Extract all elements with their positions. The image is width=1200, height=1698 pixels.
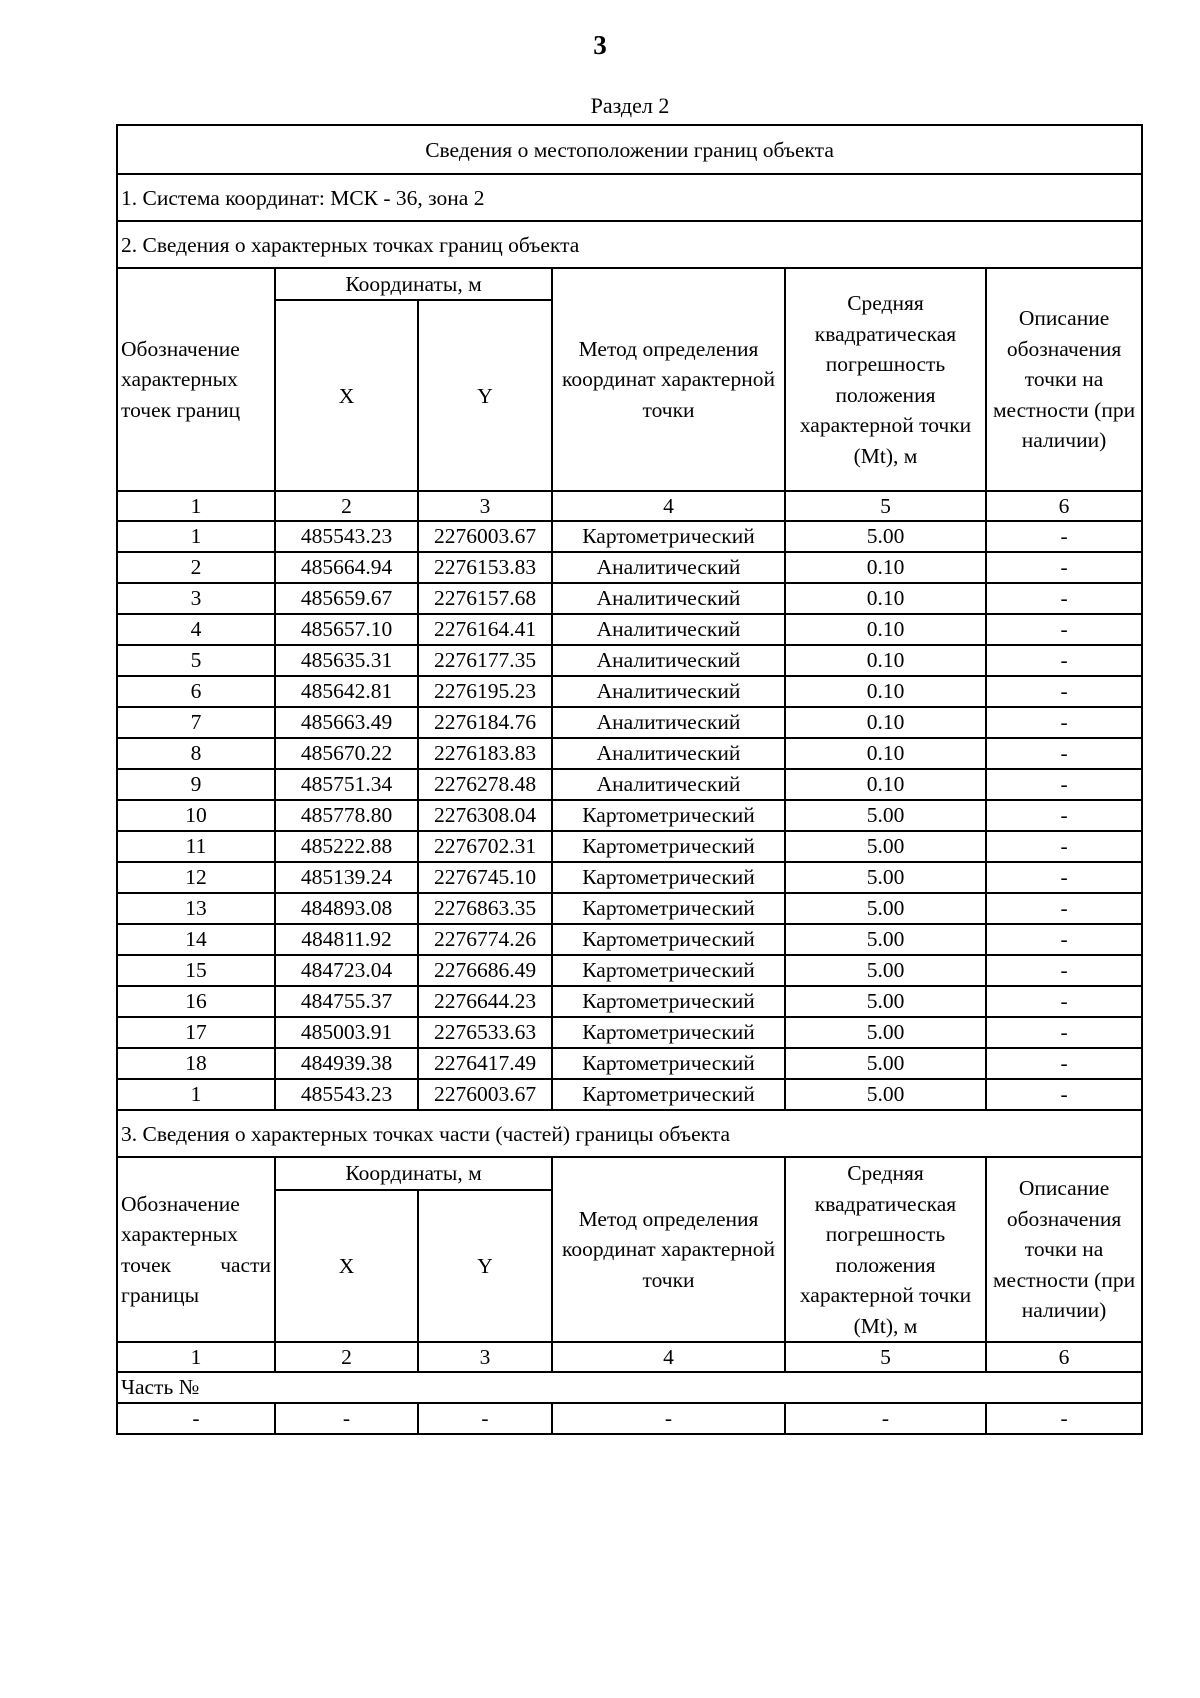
x-cell: 485663.49	[275, 707, 418, 738]
method-cell: Аналитический	[552, 552, 785, 583]
mt-cell: 0.10	[785, 769, 986, 800]
y-cell: 2276745.10	[418, 862, 552, 893]
mt-cell: 5.00	[785, 955, 986, 986]
table-row	[117, 707, 1142, 738]
part-column-number: 4	[552, 1342, 785, 1372]
method-cell: Картометрический	[552, 893, 785, 924]
point-cell: 12	[117, 862, 275, 893]
mt-cell: 5.00	[785, 1048, 986, 1079]
points-heading: 2. Сведения о характерных точках границ объекта	[117, 221, 1142, 268]
header-error: Средняя квадратическая погрешность положения характерной точки (Mt), м	[785, 268, 986, 491]
page-number: 3	[593, 30, 607, 60]
part-header-y: Y	[418, 1190, 552, 1342]
table-row	[117, 831, 1142, 862]
table-row	[117, 521, 1142, 552]
table-row	[117, 1079, 1142, 1110]
desc-cell: -	[986, 552, 1142, 583]
point-cell: 15	[117, 955, 275, 986]
part-column-number: 2	[275, 1342, 418, 1372]
column-number: 6	[986, 491, 1142, 521]
table-row	[117, 955, 1142, 986]
desc-cell: -	[986, 614, 1142, 645]
method-cell: Картометрический	[552, 1017, 785, 1048]
part-header-description: Описание обозначения точки на местности (при наличии)	[986, 1157, 1142, 1342]
table-row	[117, 552, 1142, 583]
part-label-line: характерных	[121, 1222, 238, 1246]
x-cell: 484893.08	[275, 893, 418, 924]
x-cell: 485659.67	[275, 583, 418, 614]
part-cell: -	[117, 1403, 275, 1434]
x-cell: 484755.37	[275, 986, 418, 1017]
method-cell: Картометрический	[552, 831, 785, 862]
part-label-word: точек	[121, 1252, 172, 1277]
point-cell: 16	[117, 986, 275, 1017]
x-cell: 485543.23	[275, 1079, 418, 1110]
method-cell: Аналитический	[552, 645, 785, 676]
part-heading-row	[117, 1110, 1142, 1157]
table-row	[117, 769, 1142, 800]
mt-cell: 5.00	[785, 924, 986, 955]
column-numbers-row	[117, 491, 1142, 521]
mt-cell: 0.10	[785, 645, 986, 676]
method-cell: Картометрический	[552, 862, 785, 893]
point-cell: 4	[117, 614, 275, 645]
point-cell: 2	[117, 552, 275, 583]
table-row	[117, 862, 1142, 893]
point-cell: 11	[117, 831, 275, 862]
section-caption: Раздел 2	[590, 93, 670, 118]
point-cell: 5	[117, 645, 275, 676]
y-cell: 2276184.76	[418, 707, 552, 738]
part-label-row	[117, 1372, 1142, 1403]
mt-cell: 0.10	[785, 707, 986, 738]
mt-cell: 0.10	[785, 583, 986, 614]
point-cell: 9	[117, 769, 275, 800]
header-x: X	[275, 300, 418, 491]
y-cell: 2276686.49	[418, 955, 552, 986]
point-cell: 7	[117, 707, 275, 738]
desc-cell: -	[986, 769, 1142, 800]
table-row	[117, 738, 1142, 769]
table-row	[117, 986, 1142, 1017]
part-label-line: границы	[121, 1283, 200, 1307]
part-header-coordinates: Координаты, м	[275, 1157, 552, 1190]
y-cell: 2276863.35	[418, 893, 552, 924]
part-cell: -	[785, 1403, 986, 1434]
point-cell: 13	[117, 893, 275, 924]
point-cell: 3	[117, 583, 275, 614]
desc-cell: -	[986, 1017, 1142, 1048]
method-cell: Аналитический	[552, 707, 785, 738]
mt-cell: 5.00	[785, 1017, 986, 1048]
desc-cell: -	[986, 924, 1142, 955]
mt-cell: 5.00	[785, 521, 986, 552]
table-row	[117, 924, 1142, 955]
desc-cell: -	[986, 1048, 1142, 1079]
y-cell: 2276157.68	[418, 583, 552, 614]
point-cell: 1	[117, 521, 275, 552]
x-cell: 485003.91	[275, 1017, 418, 1048]
mt-cell: 5.00	[785, 893, 986, 924]
header-y: Y	[418, 300, 552, 491]
part-column-number: 6	[986, 1342, 1142, 1372]
part-header-error: Средняя квадратическая погрешность положения характерной точки (Mt), м	[785, 1157, 986, 1342]
desc-cell: -	[986, 862, 1142, 893]
header-description: Описание обозначения точки на местности (при наличии)	[986, 268, 1142, 491]
y-cell: 2276308.04	[418, 800, 552, 831]
header-coordinates: Координаты, м	[275, 268, 552, 300]
point-cell: 1	[117, 1079, 275, 1110]
x-cell: 484723.04	[275, 955, 418, 986]
x-cell: 485664.94	[275, 552, 418, 583]
table-title: Сведения о местоположении границ объекта	[117, 125, 1142, 174]
column-number: 4	[552, 491, 785, 521]
method-cell: Картометрический	[552, 986, 785, 1017]
part-table-row	[117, 1403, 1142, 1434]
y-cell: 2276278.48	[418, 769, 552, 800]
method-cell: Аналитический	[552, 738, 785, 769]
y-cell: 2276644.23	[418, 986, 552, 1017]
y-cell: 2276003.67	[418, 1079, 552, 1110]
x-cell: 485642.81	[275, 676, 418, 707]
y-cell: 2276195.23	[418, 676, 552, 707]
y-cell: 2276164.41	[418, 614, 552, 645]
mt-cell: 0.10	[785, 676, 986, 707]
column-number: 1	[117, 491, 275, 521]
desc-cell: -	[986, 986, 1142, 1017]
part-header-method: Метод определения координат характерной точки	[552, 1157, 785, 1342]
part-column-number: 3	[418, 1342, 552, 1372]
part-column-number: 5	[785, 1342, 986, 1372]
part-heading: 3. Сведения о характерных точках части (частей) границы объекта	[117, 1110, 1142, 1157]
column-number: 3	[418, 491, 552, 521]
coord-system: 1. Система координат: МСК - 36, зона 2	[117, 174, 1142, 221]
x-cell: 485139.24	[275, 862, 418, 893]
table-row	[117, 893, 1142, 924]
method-cell: Картометрический	[552, 955, 785, 986]
part-header-row	[117, 1157, 1142, 1190]
mt-cell: 5.00	[785, 800, 986, 831]
x-cell: 484939.38	[275, 1048, 418, 1079]
part-label: Часть №	[117, 1372, 1142, 1403]
method-cell: Картометрический	[552, 1048, 785, 1079]
y-cell: 2276417.49	[418, 1048, 552, 1079]
method-cell: Картометрический	[552, 1079, 785, 1110]
part-column-numbers-row	[117, 1342, 1142, 1372]
part-column-number: 1	[117, 1342, 275, 1372]
method-cell: Аналитический	[552, 769, 785, 800]
point-cell: 14	[117, 924, 275, 955]
y-cell: 2276774.26	[418, 924, 552, 955]
method-cell: Картометрический	[552, 800, 785, 831]
method-cell: Картометрический	[552, 924, 785, 955]
part-cell: -	[552, 1403, 785, 1434]
mt-cell: 0.10	[785, 614, 986, 645]
y-cell: 2276153.83	[418, 552, 552, 583]
header-method: Метод определения координат характерной точки	[552, 268, 785, 491]
desc-cell: -	[986, 955, 1142, 986]
table-row	[117, 800, 1142, 831]
point-cell: 10	[117, 800, 275, 831]
method-cell: Картометрический	[552, 521, 785, 552]
method-cell: Аналитический	[552, 676, 785, 707]
desc-cell: -	[986, 831, 1142, 862]
x-cell: 485222.88	[275, 831, 418, 862]
table-row	[117, 583, 1142, 614]
x-cell: 485635.31	[275, 645, 418, 676]
mt-cell: 0.10	[785, 738, 986, 769]
point-cell: 6	[117, 676, 275, 707]
y-cell: 2276702.31	[418, 831, 552, 862]
point-cell: 18	[117, 1048, 275, 1079]
x-cell: 485670.22	[275, 738, 418, 769]
desc-cell: -	[986, 521, 1142, 552]
table-row	[117, 614, 1142, 645]
desc-cell: -	[986, 738, 1142, 769]
desc-cell: -	[986, 676, 1142, 707]
desc-cell: -	[986, 707, 1142, 738]
part-label-line: Обозначение	[121, 1191, 240, 1216]
y-cell: 2276003.67	[418, 521, 552, 552]
desc-cell: -	[986, 1079, 1142, 1110]
header-point-label: Обозначение характерных точек границ	[117, 268, 275, 491]
point-cell: 8	[117, 738, 275, 769]
x-cell: 485778.80	[275, 800, 418, 831]
method-cell: Аналитический	[552, 583, 785, 614]
y-cell: 2276533.63	[418, 1017, 552, 1048]
part-cell: -	[418, 1403, 552, 1434]
desc-cell: -	[986, 893, 1142, 924]
mt-cell: 5.00	[785, 986, 986, 1017]
part-cell: -	[275, 1403, 418, 1434]
mt-cell: 0.10	[785, 552, 986, 583]
part-header-x: X	[275, 1190, 418, 1342]
x-cell: 485657.10	[275, 614, 418, 645]
y-cell: 2276183.83	[418, 738, 552, 769]
mt-cell: 5.00	[785, 831, 986, 862]
table-row	[117, 1048, 1142, 1079]
point-cell: 17	[117, 1017, 275, 1048]
mt-cell: 5.00	[785, 862, 986, 893]
part-cell: -	[986, 1403, 1142, 1434]
column-number: 2	[275, 491, 418, 521]
mt-cell: 5.00	[785, 1079, 986, 1110]
part-label-line-justified	[121, 1250, 274, 1281]
x-cell: 485751.34	[275, 769, 418, 800]
method-cell: Аналитический	[552, 614, 785, 645]
x-cell: 484811.92	[275, 924, 418, 955]
boundary-table	[116, 124, 1143, 1435]
table-row	[117, 1017, 1142, 1048]
part-label-word: части	[220, 1252, 271, 1277]
desc-cell: -	[986, 800, 1142, 831]
column-number: 5	[785, 491, 986, 521]
desc-cell: -	[986, 645, 1142, 676]
y-cell: 2276177.35	[418, 645, 552, 676]
table-row	[117, 676, 1142, 707]
desc-cell: -	[986, 583, 1142, 614]
x-cell: 485543.23	[275, 521, 418, 552]
table-row	[117, 645, 1142, 676]
part-header-point-label	[117, 1157, 275, 1342]
